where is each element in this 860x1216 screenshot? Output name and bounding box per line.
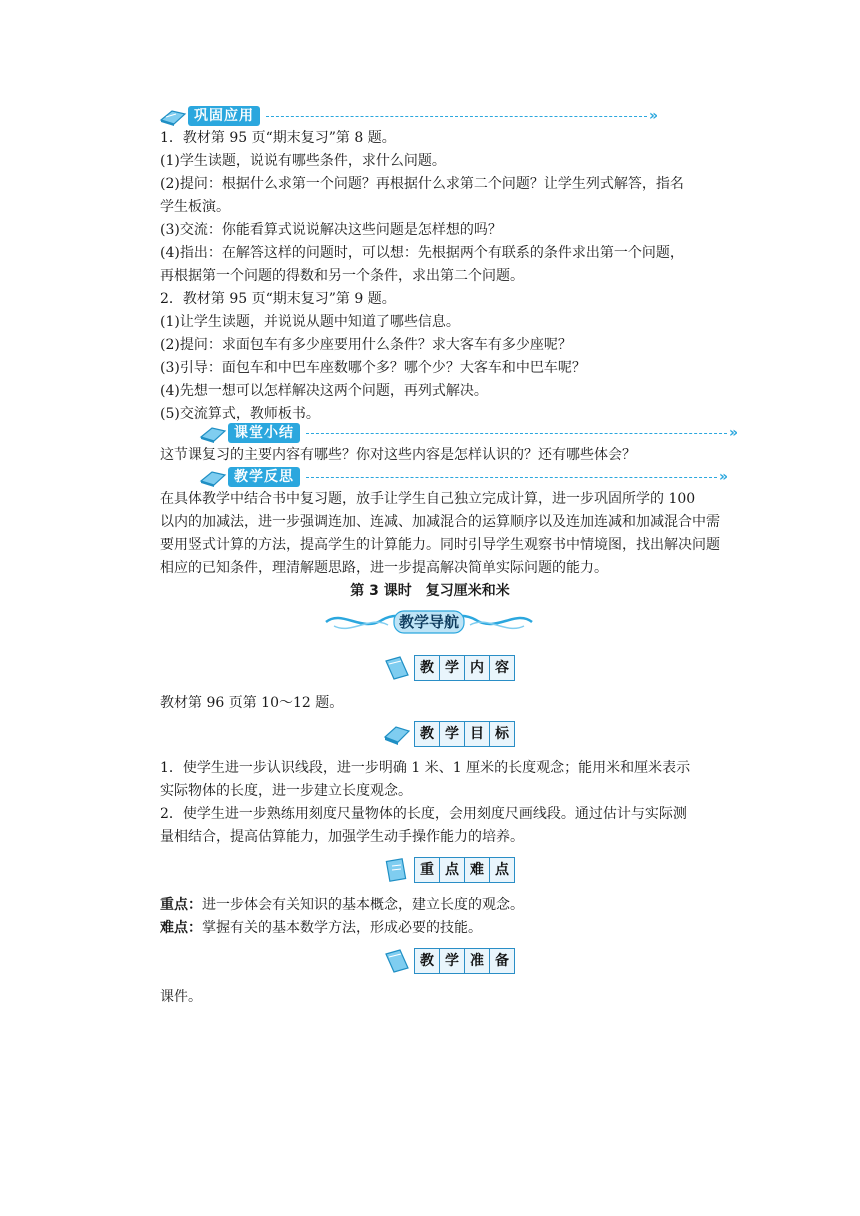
heading-char: 准 <box>465 949 490 973</box>
heading-char: 内 <box>465 656 490 680</box>
heading-char: 备 <box>495 953 509 969</box>
goals-line-2: 实际物体的长度，进一步建立长度观念。 <box>160 783 412 799</box>
heading-box <box>414 721 515 747</box>
content-text: 教材第 96 页第 10～12 题。 <box>160 695 344 711</box>
consolidate-line-10: (2)提问：求面包车有多少座要用什么条件？求大客车有多少座呢？ <box>160 337 572 353</box>
heading-char: 点 <box>495 862 509 878</box>
consolidate-line-13: (5)交流算式，教师板书。 <box>160 406 320 422</box>
heading-box <box>414 655 515 681</box>
section-heading-preparation <box>383 947 515 975</box>
lesson-title: 第 3 课时 复习厘米和米 <box>350 583 510 599</box>
heading-char: 重 <box>415 858 440 882</box>
heading-char: 标 <box>495 726 509 742</box>
consolidate-label: 巩固应用 <box>188 106 260 126</box>
goals-line-3: 2．使学生进一步熟练用刻度尺量物体的长度，会用刻度尺画线段。通过估计与实际测 <box>160 806 687 822</box>
consolidate-line-5: (3)交流：你能看算式说说解决这些问题是怎样想的吗？ <box>160 222 502 238</box>
double-chevron-icon: » <box>728 425 738 441</box>
folder-icon <box>383 655 411 681</box>
heading-char: 学 <box>440 656 465 680</box>
consolidate-line-11: (3)引导：面包车和中巴车座数哪个多？哪个少？大客车和中巴车呢？ <box>160 360 586 376</box>
heading-char: 目 <box>465 722 490 746</box>
consolidate-line-6: (4)指出：在解答这样的问题时，可以想：先根据两个有联系的条件求出第一个问题， <box>160 245 684 261</box>
heading-char: 教 <box>415 656 440 680</box>
double-chevron-icon: » <box>648 108 658 124</box>
reflection-line-4: 相应的已知条件，理清解题思路，进一步提高解决简单实际问题的能力。 <box>160 560 608 576</box>
heading-char: 容 <box>495 660 509 676</box>
reflection-line-3: 要用竖式计算的方法，提高学生的计算能力。同时引导学生观察书中情境图，找出解决问题 <box>160 537 720 553</box>
consolidate-line-7: 再根据第一个问题的得数和另一个条件，求出第二个问题。 <box>160 268 524 284</box>
section-heading-content <box>383 654 515 682</box>
section-banner-summary <box>198 421 738 445</box>
heading-box <box>414 857 515 883</box>
consolidate-line-8: 2．教材第 95 页“期末复习”第 9 题。 <box>160 291 396 307</box>
section-banner-reflection <box>198 465 728 489</box>
heading-char: 难 <box>465 858 490 882</box>
consolidate-line-4: 学生板演。 <box>160 199 230 215</box>
key-point-line <box>160 894 730 916</box>
reflection-line-1: 在具体教学中结合书中复习题，放手让学生自己独立完成计算，进一步巩固所学的 100 <box>160 491 696 507</box>
section-heading-key-points <box>383 856 515 884</box>
reflection-label: 教学反思 <box>228 467 300 487</box>
consolidate-line-1: 1．教材第 95 页“期末复习”第 8 题。 <box>160 130 396 146</box>
goals-line-1: 1．使学生进一步认识线段，进一步明确 1 米、1 厘米的长度观念；能用米和厘米表示 <box>160 760 691 776</box>
consolidate-line-12: (4)先想一想可以怎样解决这两个问题，再列式解决。 <box>160 383 488 399</box>
teaching-nav-banner <box>322 605 536 639</box>
heading-char: 教 <box>415 949 440 973</box>
book-icon <box>158 106 188 126</box>
heading-box <box>414 948 515 974</box>
consolidate-line-3: (2)提问：根据什么求第一个问题？再根据什么求第二个问题？让学生列式解答，指名 <box>160 176 684 192</box>
section-heading-goals <box>383 720 515 748</box>
folder-icon <box>383 948 411 974</box>
reflection-line-2: 以内的加减法，进一步强调连加、连减、加减混合的运算顺序以及连加连减和加减混合中需 <box>160 514 720 530</box>
consolidate-line-2: (1)学生读题，说说有哪些条件，求什么问题。 <box>160 153 446 169</box>
summary-label: 课堂小结 <box>228 423 300 443</box>
difficult-point-line <box>160 917 730 939</box>
consolidate-line-9: (1)让学生读题，并说说从题中知道了哪些信息。 <box>160 314 460 330</box>
document-icon <box>383 857 411 883</box>
goals-line-4: 量相结合，提高估算能力，加强学生动手操作能力的培养。 <box>160 829 524 845</box>
difficult-text: 掌握有关的基本数学方法，形成必要的技能。 <box>202 920 482 936</box>
banner-dash-line <box>266 116 647 117</box>
heading-char: 学 <box>440 722 465 746</box>
key-label: 重点： <box>160 897 202 913</box>
heading-char: 点 <box>440 858 465 882</box>
banner-dash-line <box>306 433 727 434</box>
banner-dash-line <box>306 477 717 478</box>
book-icon <box>383 721 411 747</box>
summary-text: 这节课复习的主要内容有哪些？你对这些内容是怎样认识的？还有哪些体会？ <box>160 447 636 463</box>
heading-char: 教 <box>415 722 440 746</box>
nav-banner-text: 教学导航 <box>398 613 459 631</box>
book-icon <box>198 423 228 443</box>
preparation-text: 课件。 <box>160 989 202 1005</box>
difficult-label: 难点： <box>160 920 202 936</box>
heading-char: 学 <box>440 949 465 973</box>
book-icon <box>198 467 228 487</box>
section-banner-consolidate <box>158 104 658 128</box>
key-text: 进一步体会有关知识的基本概念，建立长度的观念。 <box>202 897 524 913</box>
double-chevron-icon: » <box>718 469 728 485</box>
